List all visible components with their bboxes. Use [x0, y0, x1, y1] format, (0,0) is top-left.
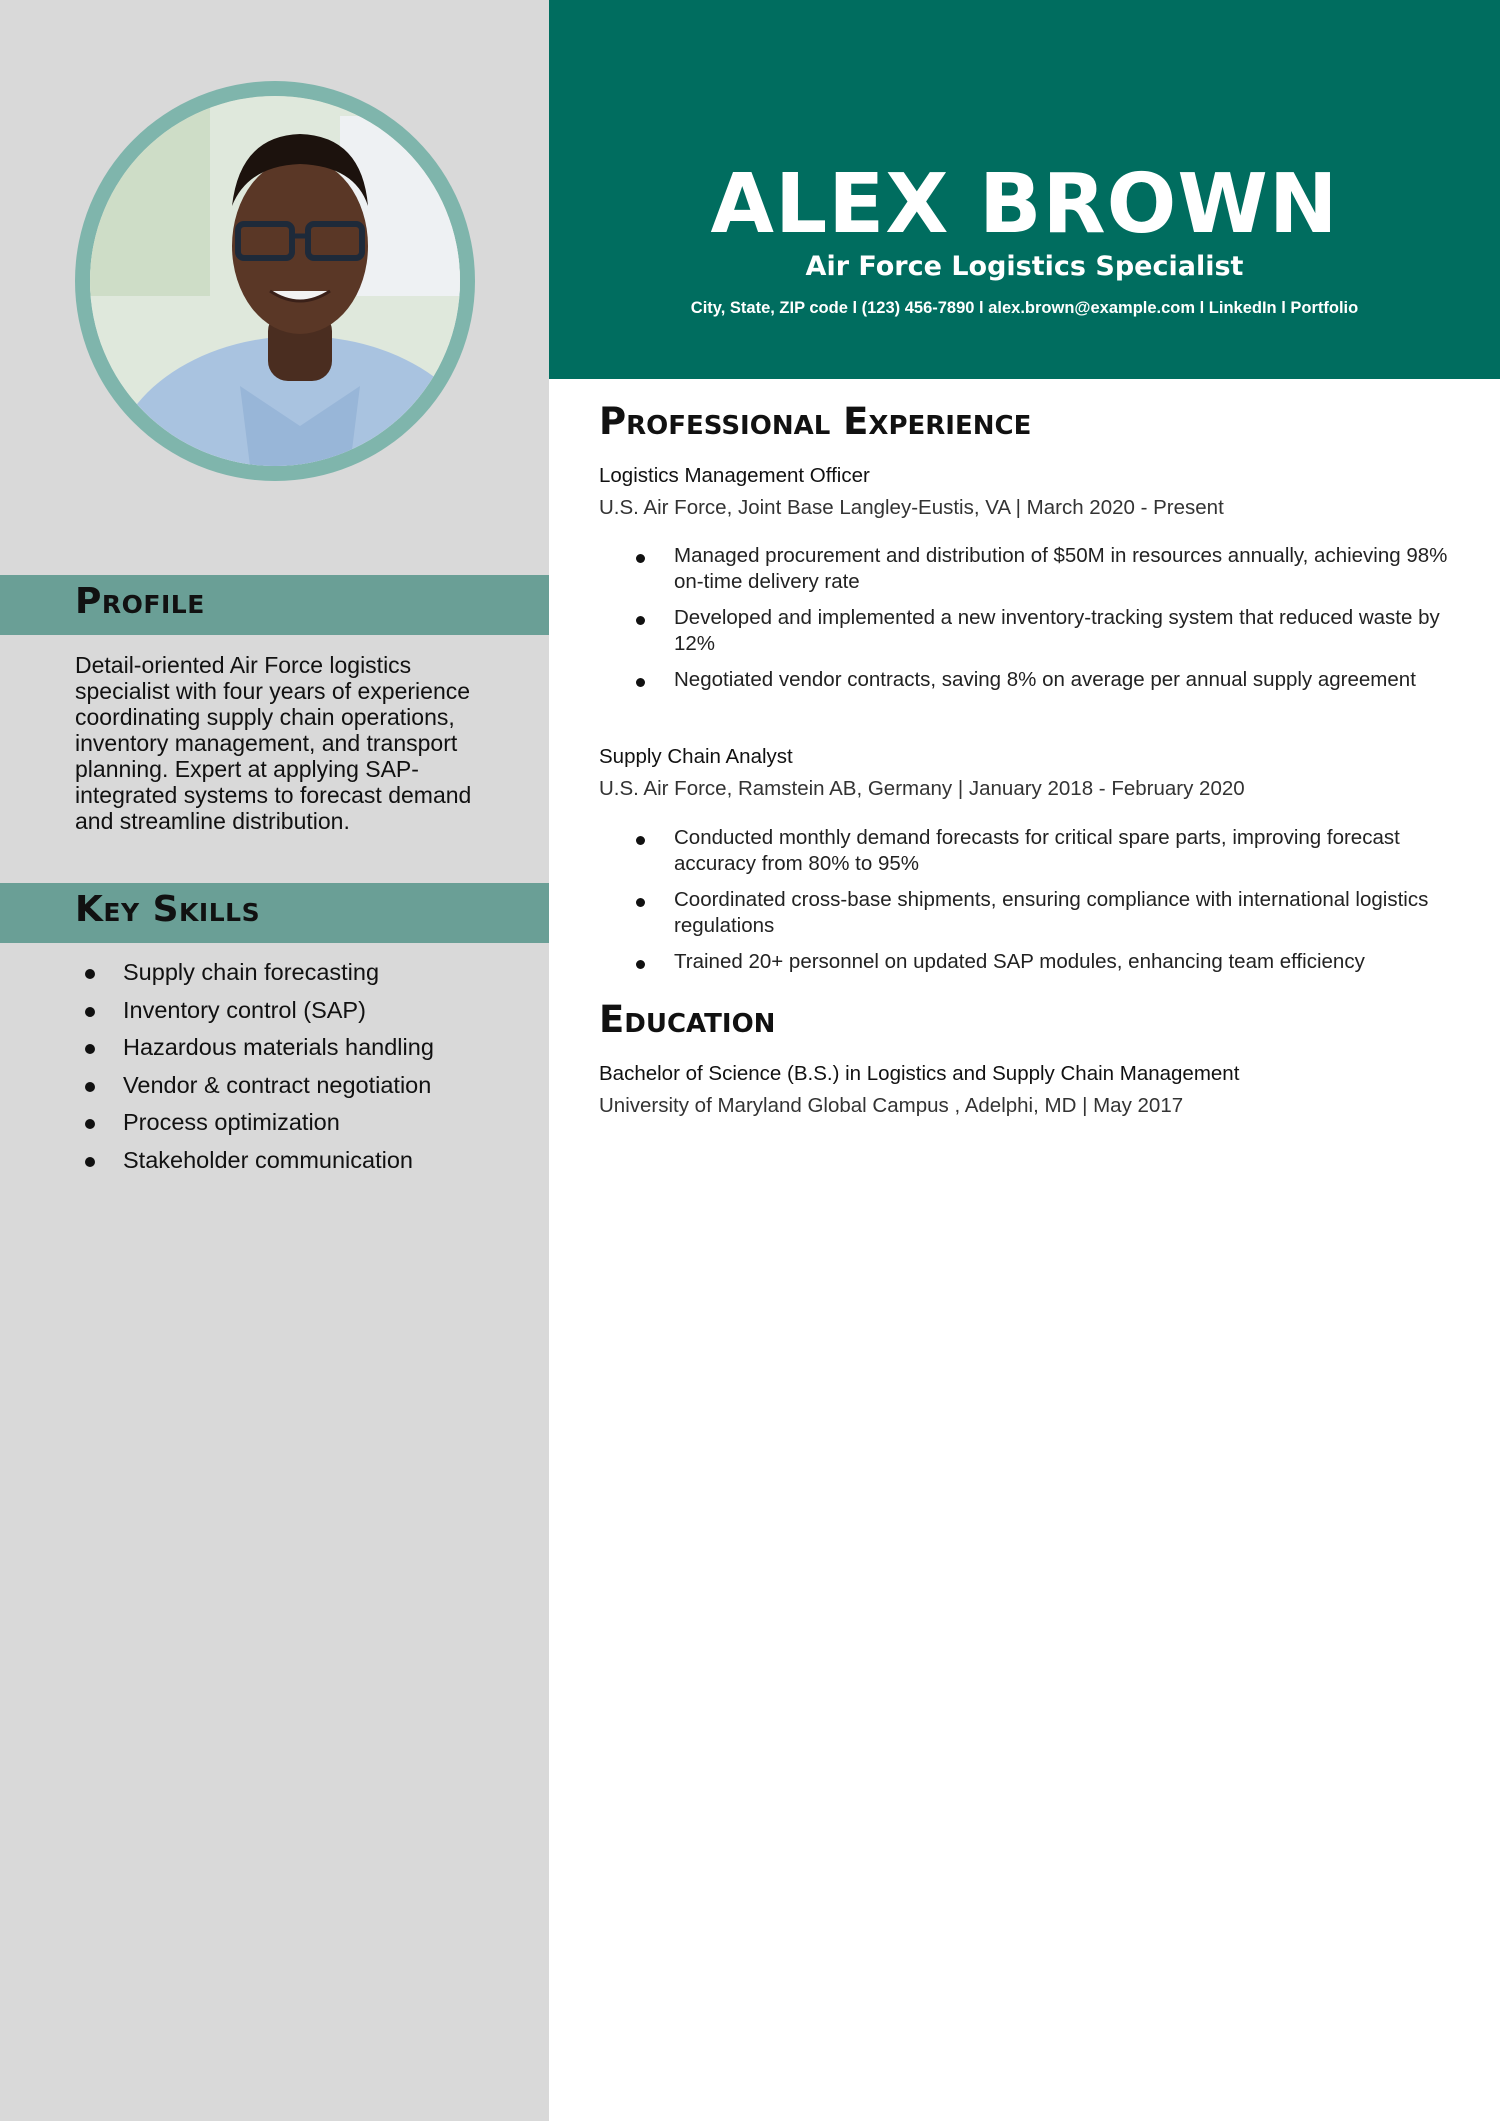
skill-item [75, 1032, 434, 1070]
bullet-item [599, 825, 1459, 876]
skill-item [75, 1070, 434, 1108]
profile-photo [90, 96, 460, 466]
bullet-icon [636, 836, 645, 845]
degree: Bachelor of Science (B.S.) in Logistics and Supply Chain Management [599, 1062, 1240, 1085]
skill-item [75, 995, 434, 1033]
skill-item [75, 1107, 434, 1145]
avatar [75, 81, 475, 481]
bullet-icon [85, 1119, 95, 1129]
skill-item [75, 1145, 434, 1183]
profile-summary: Detail-oriented Air Force logistics specialist with four years of experience coordinating supply chain operations, inventory management, and transport planning. Expert at applying SAP-integrated systems to forecast demand and streamline distribution. [75, 652, 472, 834]
skills-list [75, 957, 434, 1182]
bullet-icon [636, 898, 645, 907]
job-org-2: U.S. Air Force, Ramstein AB, Germany | January 2018 - February 2020 [599, 777, 1245, 800]
skill-label: Inventory control (SAP) [123, 996, 366, 1023]
bullet-text: Trained 20+ personnel on updated SAP modules, enhancing team efficiency [674, 950, 1365, 973]
bullet-item [599, 605, 1459, 656]
bullet-icon [85, 1082, 95, 1092]
bullet-text: Developed and implemented a new inventory-tracking system that reduced waste by 12% [674, 606, 1440, 655]
bullet-text: Coordinated cross-base shipments, ensuring compliance with international logistics regulations [674, 888, 1429, 937]
candidate-name: ALEX BROWN [710, 157, 1339, 252]
bullet-item [599, 949, 1459, 975]
contact-line: City, State, ZIP code l (123) 456-7890 l alex.brown@example.com l LinkedIn l Portfolio [690, 299, 1359, 317]
profile-section-header [0, 575, 549, 635]
skills-section-header [0, 883, 549, 943]
skills-heading: Key Skills [75, 889, 261, 930]
job-org-1: U.S. Air Force, Joint Base Langley-Eustis, VA | March 2020 - Present [599, 496, 1224, 519]
bullet-icon [636, 678, 645, 687]
skill-label: Stakeholder communication [123, 1146, 413, 1173]
profile-heading: Profile [75, 581, 205, 622]
bullet-icon [85, 969, 95, 979]
bullet-text: Managed procurement and distribution of $50M in resources annually, achieving 98% on-time delivery rate [674, 544, 1448, 593]
job-title-1: Logistics Management Officer [599, 464, 870, 487]
job-bullets-1 [599, 543, 1459, 693]
bullet-text: Negotiated vendor contracts, saving 8% on average per annual supply agreement [674, 668, 1416, 691]
bullet-icon [85, 1157, 95, 1167]
job-bullets-2 [599, 825, 1459, 975]
skill-item [75, 957, 434, 995]
bullet-icon [636, 960, 645, 969]
person-photo-icon [90, 96, 460, 466]
bullet-item [599, 543, 1459, 594]
bullet-icon [636, 554, 645, 563]
education-heading: Education [599, 998, 776, 1041]
bullet-text: Conducted monthly demand forecasts for critical spare parts, improving forecast accuracy from 80% to 95% [674, 826, 1400, 875]
bullet-icon [636, 616, 645, 625]
header-banner [549, 0, 1500, 379]
bullet-item [599, 887, 1459, 938]
experience-heading: Professional Experience [599, 400, 1032, 443]
job-title-2: Supply Chain Analyst [599, 745, 793, 768]
candidate-title: Air Force Logistics Specialist [805, 251, 1244, 282]
skill-label: Process optimization [123, 1109, 340, 1135]
school: University of Maryland Global Campus , Adelphi, MD | May 2017 [599, 1094, 1184, 1117]
skill-label: Vendor & contract negotiation [123, 1071, 432, 1098]
bullet-icon [85, 1044, 95, 1054]
bullet-item [599, 667, 1459, 693]
skill-label: Supply chain forecasting [123, 959, 380, 985]
bullet-icon [85, 1007, 95, 1017]
skill-label: Hazardous materials handling [123, 1034, 434, 1060]
